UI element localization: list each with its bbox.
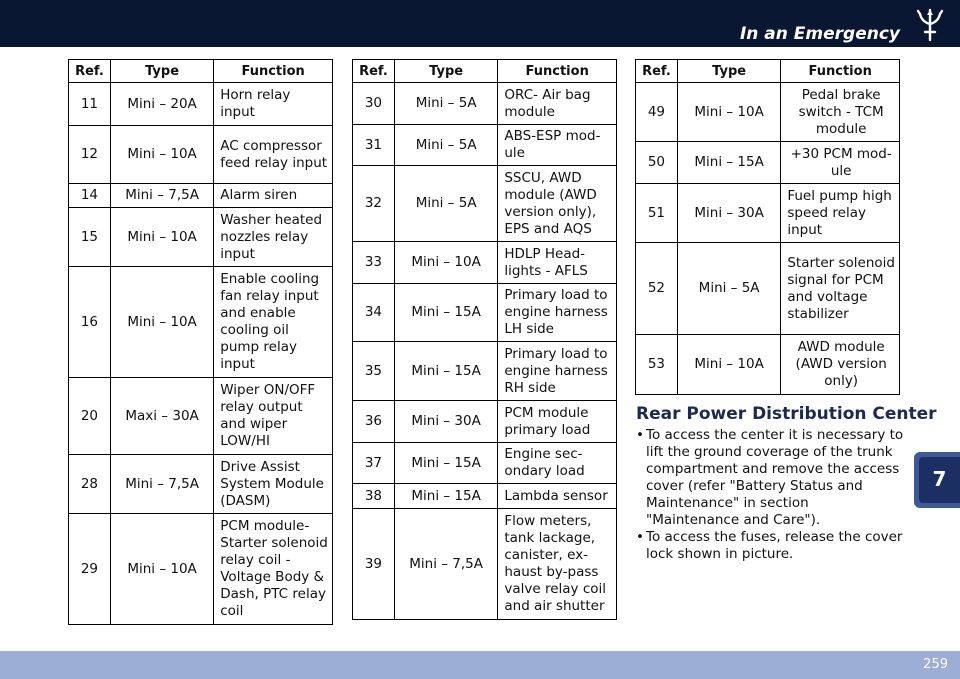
ref-cell: 52 — [636, 243, 678, 335]
fuse-table-3 — [635, 59, 900, 395]
table-row — [353, 401, 617, 443]
function-cell: Drive Assist System Module (DASM) — [214, 455, 333, 514]
ref-cell: 28 — [69, 455, 111, 514]
function-cell: Flow meters, tank lackage, canister, ex-haust by-pass valve relay coil and air shutter — [498, 509, 617, 620]
table-row — [636, 184, 900, 243]
type-cell: Mini – 15A — [394, 443, 497, 484]
table-row — [69, 184, 333, 208]
function-cell: PCM module primary load — [498, 401, 617, 443]
function-cell: Engine sec-ondary load — [498, 443, 617, 484]
table-row — [69, 514, 333, 625]
ref-cell: 50 — [636, 142, 678, 184]
type-cell: Mini – 10A — [394, 242, 497, 284]
function-cell: Washer heated nozzles relay input — [214, 208, 333, 267]
function-cell: Enable cooling fan relay input and enable cooling oil pump relay input — [214, 267, 333, 378]
function-cell: ABS-ESP mod-ule — [498, 125, 617, 166]
ref-cell: 36 — [353, 401, 395, 443]
table-row — [636, 83, 900, 142]
type-cell: Mini – 10A — [677, 83, 780, 142]
header-title: In an Emergency — [739, 24, 900, 44]
table-row — [69, 208, 333, 267]
table-row — [353, 484, 617, 509]
ref-cell: 34 — [353, 284, 395, 342]
function-cell: Lambda sensor — [498, 484, 617, 509]
function-cell: Alarm siren — [214, 184, 333, 208]
chapter-tab: 7 — [919, 457, 960, 503]
type-cell: Mini – 5A — [394, 83, 497, 125]
type-cell: Mini – 5A — [394, 125, 497, 166]
table-row — [353, 125, 617, 166]
type-cell: Mini – 15A — [394, 342, 497, 401]
instruction-list — [636, 427, 906, 563]
type-cell: Maxi – 30A — [110, 378, 213, 455]
ref-cell: 33 — [353, 242, 395, 284]
type-cell: Mini – 10A — [677, 335, 780, 395]
ref-cell: 31 — [353, 125, 395, 166]
function-cell: Pedal brake switch - TCM module — [781, 83, 900, 142]
table-header-row — [353, 60, 617, 83]
ref-cell: 51 — [636, 184, 678, 243]
type-cell: Mini – 7,5A — [394, 509, 497, 620]
ref-cell: 12 — [69, 126, 111, 184]
function-cell: PCM module-Starter solenoid relay coil - Voltage Body & Dash, PTC relay coil — [214, 514, 333, 625]
type-cell: Mini – 10A — [110, 267, 213, 378]
ref-cell: 49 — [636, 83, 678, 142]
ref-cell: 30 — [353, 83, 395, 125]
table-row — [353, 83, 617, 125]
type-cell: Mini – 10A — [110, 208, 213, 267]
type-cell: Mini – 15A — [394, 484, 497, 509]
table-row — [69, 267, 333, 378]
header-function: Function — [214, 60, 333, 83]
ref-cell: 14 — [69, 184, 111, 208]
function-cell: Horn relay input — [214, 83, 333, 126]
ref-cell: 53 — [636, 335, 678, 395]
table-row — [636, 142, 900, 184]
page-number: 259 — [923, 657, 948, 672]
function-cell: HDLP Head-lights - AFLS — [498, 242, 617, 284]
type-cell: Mini – 5A — [394, 166, 497, 242]
header-type: Type — [394, 60, 497, 83]
type-cell: Mini – 15A — [677, 142, 780, 184]
table-row — [353, 166, 617, 242]
function-cell: ORC- Air bag module — [498, 83, 617, 125]
type-cell: Mini – 7,5A — [110, 184, 213, 208]
section-title: Rear Power Distribution Center — [636, 404, 937, 424]
table-row — [353, 242, 617, 284]
type-cell: Mini – 15A — [394, 284, 497, 342]
function-cell: +30 PCM mod-ule — [781, 142, 900, 184]
ref-cell: 37 — [353, 443, 395, 484]
function-cell: Fuel pump high speed relay input — [781, 184, 900, 243]
ref-cell: 20 — [69, 378, 111, 455]
type-cell: Mini – 5A — [677, 243, 780, 335]
table-row — [69, 378, 333, 455]
table-row — [636, 243, 900, 335]
ref-cell: 35 — [353, 342, 395, 401]
function-cell: AC compressor feed relay input — [214, 126, 333, 184]
table-row — [69, 126, 333, 184]
table-row — [69, 455, 333, 514]
fuse-table-1 — [68, 59, 333, 625]
header-function: Function — [781, 60, 900, 83]
header-ref: Ref. — [353, 60, 395, 83]
header-ref: Ref. — [636, 60, 678, 83]
function-cell: Starter solenoid signal for PCM and voltage stabilizer — [781, 243, 900, 335]
table-header-row — [69, 60, 333, 83]
type-cell: Mini – 30A — [677, 184, 780, 243]
table-row — [353, 509, 617, 620]
type-cell: Mini – 20A — [110, 83, 213, 126]
header-type: Type — [677, 60, 780, 83]
table-row — [353, 342, 617, 401]
list-item: • To access the fuses, release the cover lock shown in picture. — [636, 529, 906, 563]
ref-cell: 39 — [353, 509, 395, 620]
function-cell: SSCU, AWD module (AWD version only), EPS and AQS — [498, 166, 617, 242]
fuse-table-2 — [352, 59, 617, 620]
function-cell: Primary load to engine harness RH side — [498, 342, 617, 401]
function-cell: Primary load to engine harness LH side — [498, 284, 617, 342]
ref-cell: 32 — [353, 166, 395, 242]
header-function: Function — [498, 60, 617, 83]
header-ref: Ref. — [69, 60, 111, 83]
page-footer — [0, 651, 960, 679]
ref-cell: 38 — [353, 484, 395, 509]
table-row — [353, 284, 617, 342]
function-cell: Wiper ON/OFF relay output and wiper LOW/HI — [214, 378, 333, 455]
type-cell: Mini – 10A — [110, 126, 213, 184]
type-cell: Mini – 7,5A — [110, 455, 213, 514]
list-item: • To access the center it is necessary to lift the ground coverage of the trunk compartment and remove the access cover (refer "Battery Status and Maintenance" in section "Maintenance and Care"). — [636, 427, 906, 529]
trident-logo-icon — [916, 8, 944, 42]
ref-cell: 15 — [69, 208, 111, 267]
table-row — [636, 335, 900, 395]
ref-cell: 16 — [69, 267, 111, 378]
type-cell: Mini – 10A — [110, 514, 213, 625]
table-row — [69, 83, 333, 126]
ref-cell: 29 — [69, 514, 111, 625]
table-header-row — [636, 60, 900, 83]
type-cell: Mini – 30A — [394, 401, 497, 443]
header-type: Type — [110, 60, 213, 83]
function-cell: AWD module (AWD version only) — [781, 335, 900, 395]
ref-cell: 11 — [69, 83, 111, 126]
page-header — [0, 0, 960, 47]
table-row — [353, 443, 617, 484]
